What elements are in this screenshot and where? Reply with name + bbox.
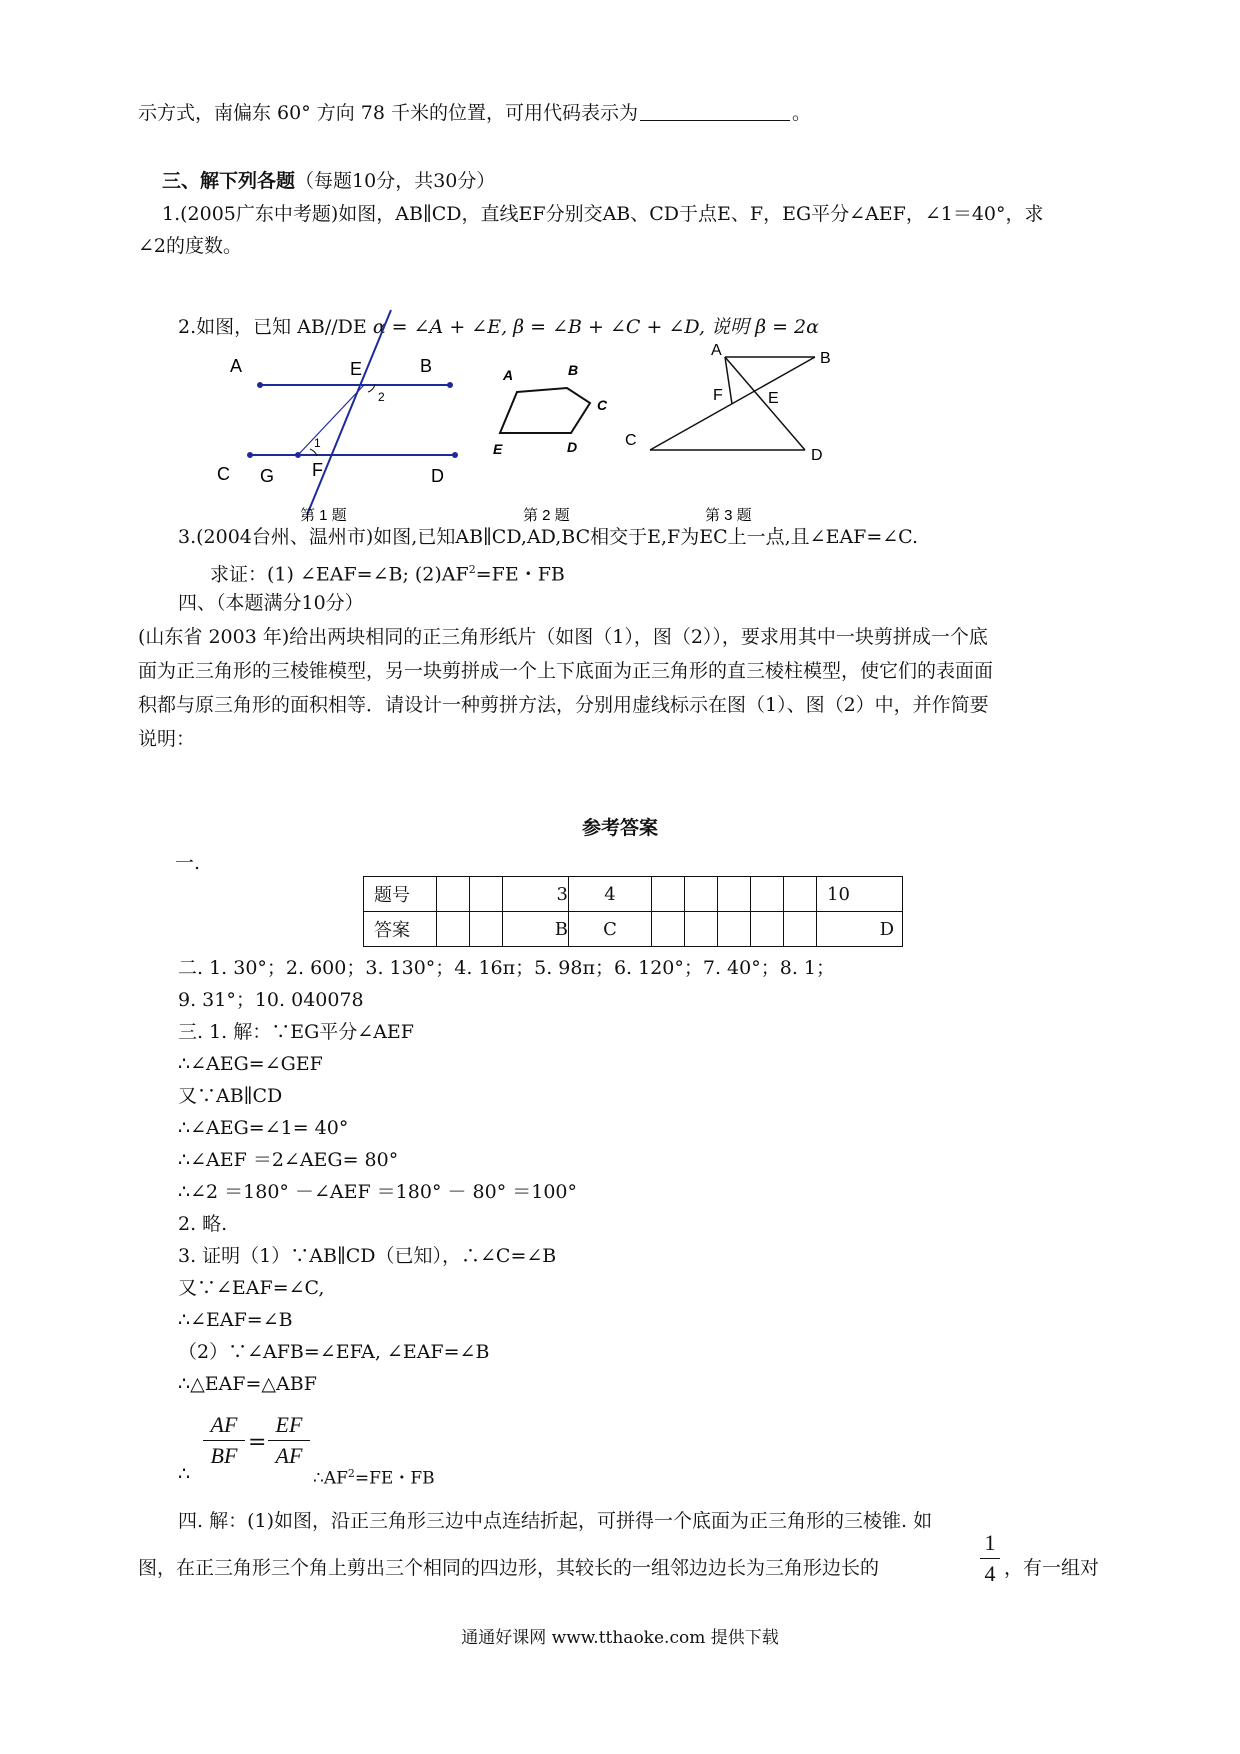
fraction-numerator: EF — [275, 1412, 303, 1437]
part4-line2-text: 图，在正三角形三个角上剪出三个相同的四边形，其较长的一组邻边边长为三角形边长的 — [138, 1557, 880, 1579]
table-cell — [718, 912, 751, 947]
answers-part1: 一. — [175, 852, 201, 874]
table-cell — [470, 912, 503, 947]
fig3-label-b: B — [820, 350, 831, 367]
table-cell — [437, 877, 470, 912]
fraction-bar — [980, 1558, 1000, 1559]
solution-line: ∴△EAF=△ABF — [178, 1373, 317, 1395]
section-4-p1: (山东省 2003 年)给出两块相同的正三角形纸片（如图（1），图（2）），要求用其中一块剪拼成一个底 — [138, 626, 988, 648]
answer-blank[interactable] — [640, 100, 790, 121]
fig1-label-f: F — [312, 460, 323, 480]
q2-text: 2.如图，已知 AB//DE — [178, 316, 367, 338]
proportion-conclusion: $\therefore AF^2=FE$・FB — [313, 1467, 435, 1489]
q1-line2: ∠2的度数。 — [138, 235, 243, 257]
figures — [217, 300, 945, 530]
top-line — [138, 100, 811, 126]
table-cell — [751, 877, 784, 912]
fraction-ef-af — [268, 1412, 310, 1469]
part4-line2-end: ，有一组对 — [1004, 1557, 1100, 1579]
figure-2 — [493, 362, 608, 524]
solution-line: 3. 证明（1）∵AB∥CD（已知），∴∠C=∠B — [178, 1245, 557, 1267]
fig1-caption: 第 1 题 — [300, 507, 347, 524]
figure-3 — [625, 342, 831, 524]
table-cell: 答案 — [364, 912, 437, 947]
section-4-title: 四、（本题满分10分） — [178, 592, 364, 614]
section-3-title: 三、解下列各题 — [162, 170, 296, 192]
part4-line2 — [138, 1555, 879, 1581]
table-cell — [652, 877, 685, 912]
top-line-suffix: 。 — [792, 102, 812, 124]
fraction-numerator: 1 — [984, 1530, 996, 1555]
fig3-caption: 第 3 题 — [705, 507, 752, 524]
solution-line: 三. 1. 解：∵EG平分∠AEF — [178, 1021, 414, 1043]
fig2-label-d: D — [567, 439, 578, 455]
fig1-label-e: E — [350, 359, 363, 379]
fraction-denominator: BF — [210, 1443, 238, 1468]
fig1-label-c: C — [217, 464, 230, 484]
fig1-label-a: A — [230, 356, 243, 376]
fraction-bar — [203, 1440, 245, 1441]
fig3-label-d: D — [811, 447, 823, 464]
section-4-p2: 面为正三角形的三棱锥模型，另一块剪拼成一个上下底面为正三角形的直三棱柱模型，使它们的表面面 — [138, 660, 994, 682]
fraction-af-bf — [203, 1412, 245, 1469]
table-cell: C — [569, 912, 652, 947]
footer: 通通好课网 www.tthaoke.com 提供下载 — [461, 1628, 779, 1648]
table-cell — [437, 912, 470, 947]
fig3-label-a: A — [711, 342, 722, 359]
fig1-label-b: B — [420, 356, 433, 376]
solution-line: 2. 略. — [178, 1213, 228, 1235]
solution-line: ∴∠AEG=∠1= 40° — [178, 1117, 349, 1139]
fig1-label-angle1: 1 — [314, 436, 321, 450]
part4-line1: 四. 解：(1)如图，沿正三角形三边中点连结折起，可拼得一个底面为正三角形的三棱锥. 如 — [178, 1510, 933, 1532]
fig2-caption: 第 2 题 — [523, 507, 570, 524]
table-cell — [751, 912, 784, 947]
equals-sign: = — [248, 1430, 267, 1455]
solution-line: ∴∠AEF ＝2∠AEG= 80° — [178, 1149, 399, 1171]
section-4-p4: 说明： — [138, 728, 196, 750]
fig3-label-f: F — [713, 387, 723, 404]
q1-line1: 1.(2005广东中考题)如图，AB∥CD，直线EF分别交AB、CD于点E、F，EG平分∠AEF，∠1＝40°，求 — [162, 203, 1044, 225]
section-3-note: （每题10分，共30分） — [295, 170, 496, 192]
q2-formula: α = ∠A + ∠E, β = ∠B + ∠C + ∠D, 说明 β = 2α — [372, 316, 819, 338]
table-cell — [652, 912, 685, 947]
fig2-label-a: A — [503, 367, 514, 383]
solution-line: 又∵AB∥CD — [178, 1085, 283, 1107]
fraction-one-quarter — [980, 1530, 1000, 1587]
table-cell: D — [817, 912, 903, 947]
q3-line1: 3.(2004台州、温州市)如图,已知AB∥CD,AD,BC相交于E,F为EC上一点,且∠EAF=∠C. — [178, 526, 919, 548]
table-cell — [784, 877, 817, 912]
fig2-label-c: C — [597, 397, 608, 413]
fraction-denominator: 4 — [984, 1561, 996, 1586]
section-4-p3: 积都与原三角形的面积相等．请设计一种剪拼方法，分别用虚线标示在图（1）、图（2）中，并作简要 — [138, 694, 989, 716]
fraction-denominator: AF — [275, 1443, 303, 1468]
table-cell: 4 — [569, 877, 652, 912]
q3-line2: 求证：(1) ∠EAF=∠B; $(2)AF^2=FE$・FB — [210, 563, 565, 586]
table-cell: 题号 — [364, 877, 437, 912]
solution-line: ∴∠AEG=∠GEF — [178, 1053, 323, 1075]
table-row-answer — [364, 912, 903, 947]
table-cell: 3 — [503, 877, 569, 912]
fig1-label-angle2: 2 — [378, 390, 385, 404]
fig2-label-e: E — [493, 441, 503, 457]
fig3-label-c: C — [625, 432, 637, 449]
fig1-label-d: D — [431, 466, 444, 486]
solution-line: （2）∵∠AFB=∠EFA, ∠EAF=∠B — [178, 1341, 490, 1363]
fig2-label-b: B — [568, 362, 579, 378]
solution-line: 又∵∠EAF=∠C, — [178, 1277, 325, 1299]
fig3-label-e: E — [768, 390, 779, 407]
table-cell — [718, 877, 751, 912]
figure-1 — [217, 310, 458, 524]
table-cell — [470, 877, 503, 912]
table-cell — [784, 912, 817, 947]
answers-title: 参考答案 — [581, 817, 658, 839]
fig1-label-g: G — [260, 466, 275, 486]
solution-line: ∴∠2 ＝180° －∠AEF ＝180° － 80° ＝100° — [178, 1181, 578, 1203]
top-line-text: 示方式，南偏东 60° 方向 78 千米的位置，可用代码表示为 — [138, 102, 639, 124]
fraction-numerator: AF — [210, 1412, 238, 1437]
table-cell: 10 — [817, 877, 903, 912]
table-cell — [685, 877, 718, 912]
table-cell — [685, 912, 718, 947]
answer-table — [363, 876, 903, 947]
table-row-number — [364, 877, 903, 912]
section-3-heading — [162, 168, 495, 194]
fraction-bar — [268, 1440, 310, 1441]
table-cell: B — [503, 912, 569, 947]
therefore-symbol: ∴ — [178, 1463, 191, 1485]
solution-line: ∴∠EAF=∠B — [178, 1309, 293, 1331]
answers-part2-line1: 二. 1. 30°；2. 600；3. 130°；4. 16π；5. 98π；6. 120°；7. 40°；8. 1； — [178, 957, 835, 979]
answers-part2-line2: 9. 31°；10. 040078 — [178, 989, 364, 1011]
